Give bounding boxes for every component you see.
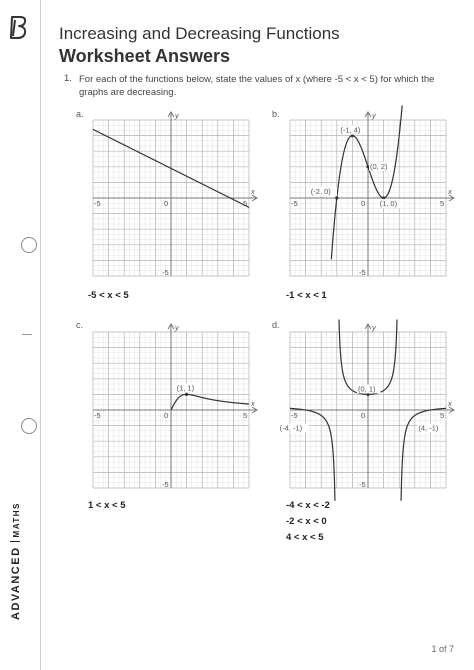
curve-segment	[401, 408, 446, 500]
tick-x-max: 5	[440, 199, 445, 208]
graph-a	[93, 110, 261, 276]
brand-wordmark	[10, 480, 26, 620]
margin-line	[40, 0, 41, 670]
point-label: (-1, 4)	[340, 125, 361, 135]
answer-a-1: -5 < x < 5	[88, 290, 129, 301]
graph-c-label: c.	[76, 320, 84, 330]
answer-d-3: 4 < x < 5	[286, 532, 324, 543]
point-marker	[185, 393, 188, 396]
point-label: (-2, 0)	[310, 187, 331, 196]
tick-x-min: -5	[291, 411, 298, 420]
tick-y-min: -5	[162, 480, 169, 489]
tick-x-min: -5	[94, 411, 101, 420]
answer-b-1: -1 < x < 1	[286, 290, 327, 301]
point-label: (1, 1)	[176, 383, 195, 393]
tick-x-max: 5	[440, 411, 445, 420]
point-label: (0, 2)	[370, 161, 388, 171]
graph-b	[290, 110, 458, 276]
tick-y-min: -5	[162, 268, 169, 277]
tick-x-min: -5	[291, 199, 298, 208]
answer-c-1: 1 < x < 5	[88, 500, 126, 511]
page-number: 1 of 7	[431, 644, 454, 654]
x-axis-label: x	[448, 187, 452, 196]
fold-mark	[22, 334, 32, 335]
y-axis-label: y	[175, 111, 179, 120]
tick-x-max: 5	[243, 199, 248, 208]
y-axis-label: y	[372, 323, 376, 332]
page-title: Increasing and Decreasing Functions	[59, 24, 340, 43]
tick-origin: 0	[361, 411, 366, 420]
brand-logo-icon	[8, 14, 30, 40]
tick-y-min: -5	[359, 480, 366, 489]
tick-x-max: 5	[243, 411, 248, 420]
x-axis-label: x	[251, 187, 255, 196]
answer-d-2: -2 < x < 0	[286, 516, 327, 527]
curve-segment	[171, 394, 249, 410]
y-axis-label: y	[372, 111, 376, 120]
graph-c	[93, 322, 261, 488]
y-axis-label: y	[175, 323, 179, 332]
x-axis-label: x	[251, 399, 255, 408]
answer-d-1: -4 < x < -2	[286, 500, 330, 511]
question-number: 1.	[64, 73, 72, 84]
point-label: (-4, -1)	[279, 423, 303, 433]
tick-y-min: -5	[359, 268, 366, 277]
graph-d-label: d.	[272, 320, 280, 330]
tick-x-min: -5	[94, 199, 101, 208]
question-text: For each of the functions below, state the values of x (where -5 < x < 5) for which the graphs are decreasing.	[79, 74, 435, 98]
binder-hole-bottom	[21, 418, 37, 434]
x-axis-label: x	[448, 399, 452, 408]
tick-origin: 0	[361, 199, 366, 208]
brand-sub: MATHS	[12, 502, 21, 538]
tick-origin: 0	[164, 411, 169, 420]
binder-hole-top	[21, 237, 37, 253]
graph-b-label: b.	[272, 109, 280, 119]
graph-d	[279, 322, 458, 489]
point-label: (1, 0)	[379, 199, 398, 208]
point-label: (0, 1)	[358, 384, 376, 394]
tick-origin: 0	[164, 199, 169, 208]
page-subtitle: Worksheet Answers	[59, 46, 231, 66]
curve-segment	[290, 408, 335, 500]
point-label: (4, -1)	[418, 423, 439, 433]
graph-a-label: a.	[76, 109, 84, 119]
brand-name: ADVANCED	[10, 546, 22, 620]
point-marker	[335, 196, 338, 199]
